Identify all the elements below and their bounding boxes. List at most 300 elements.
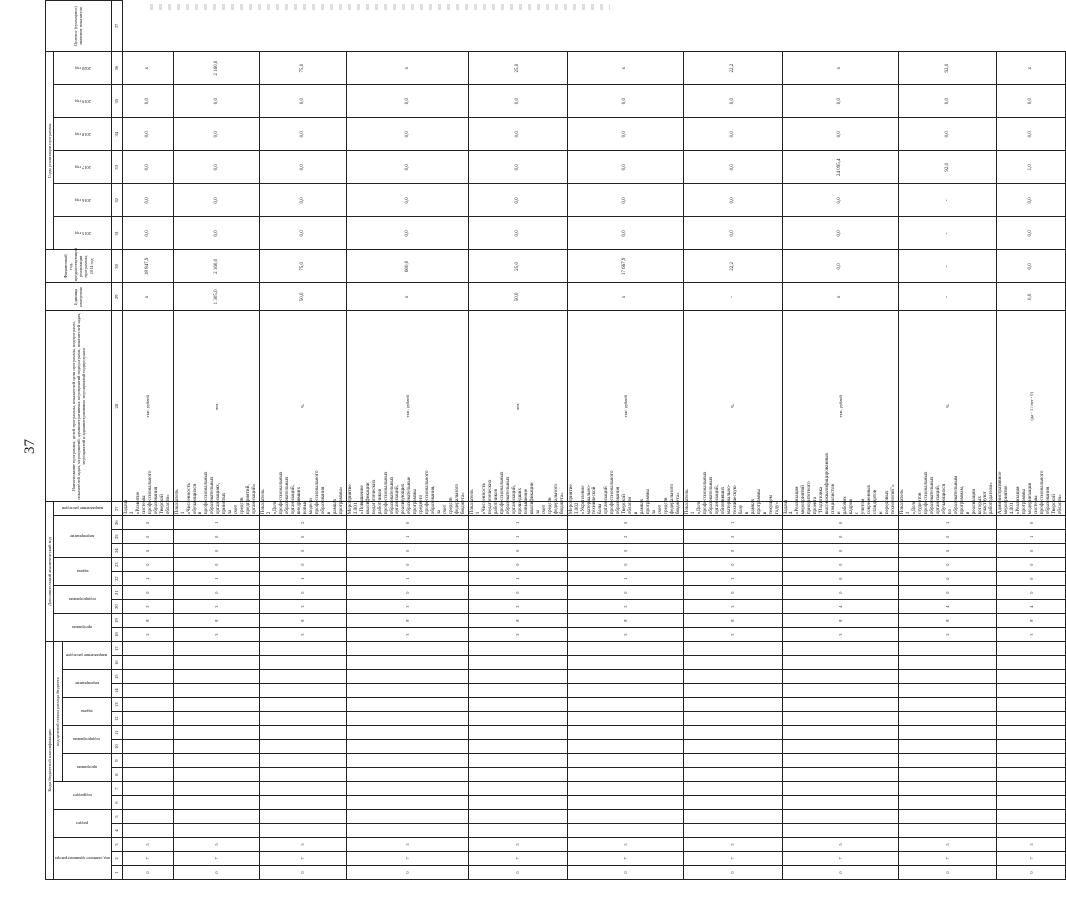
code-cell	[173, 656, 260, 670]
code-cell	[122, 656, 173, 670]
item-name-cell: Мероприятие 3.001 «Повышение квалификации педагогических работников профессиональных образовательных организаций, реализующих образовательные программы среднего профессионального образования, за счет средств федерального бюджета»	[346, 502, 468, 516]
column-index-cell: 16	[111, 656, 122, 670]
code-cell: 0	[173, 530, 260, 544]
code-cell	[122, 754, 173, 768]
code-cell	[782, 698, 898, 712]
code-cell	[567, 670, 683, 684]
code-cell: 0	[122, 516, 173, 530]
code-cell	[684, 726, 783, 740]
code-cell	[260, 754, 347, 768]
unit-cell: тыс. рублей	[567, 311, 683, 502]
column-index-cell: 35	[111, 85, 122, 118]
year-value-cell: 0,0	[122, 217, 173, 250]
column-index-cell: 34	[111, 118, 122, 151]
code-cell: 0	[898, 866, 997, 880]
code-cell: 5	[469, 838, 568, 852]
code-cell: 3	[346, 628, 468, 642]
code-cell: 5	[898, 838, 997, 852]
column-index-cell: 30	[111, 250, 122, 283]
table-row	[782, 1, 898, 880]
code-cell	[469, 642, 568, 656]
code-cell	[898, 642, 997, 656]
years-header: Годы реализации программы	[46, 52, 54, 250]
code-cell: 7	[260, 852, 347, 866]
column-index-cell: 2	[111, 852, 122, 866]
code-cell: 1	[469, 530, 568, 544]
year-value-cell: 0,0	[567, 85, 683, 118]
code-cell	[997, 670, 1066, 684]
code-cell	[898, 782, 997, 796]
code-cell: 0	[782, 530, 898, 544]
code-cell	[567, 712, 683, 726]
program-table	[45, 0, 1066, 880]
financial-year-header: Финансовый год, предшествующий реализации программы, 2014 год	[46, 250, 112, 283]
code-cell	[997, 768, 1066, 782]
code-cell: 4	[997, 600, 1066, 614]
year-value-cell: 0,0	[122, 85, 173, 118]
code-cell: 3	[122, 600, 173, 614]
code-cell	[122, 796, 173, 810]
year-value-cell: 0,0	[997, 85, 1066, 118]
column-index-cell: 9	[111, 754, 122, 768]
code-cell: 0	[346, 544, 468, 558]
task-header: задача	[76, 569, 89, 575]
code-cell	[469, 796, 568, 810]
code-cell: 0	[684, 558, 783, 572]
column-index-cell: 27	[111, 502, 122, 516]
year-value-cell: 0,0	[567, 184, 683, 217]
unit-cell: тыс. рублей	[122, 311, 173, 502]
item-name-cell: Показатель 1 «Численность педагогических работников профессиональных образовательных организаций, прошедших повышение квалификации за счет средств федерального бюджета»	[469, 502, 568, 516]
code-cell	[997, 698, 1066, 712]
column-index-cell: 36	[111, 52, 122, 85]
code-cell: 0	[997, 544, 1066, 558]
code-cell	[567, 684, 683, 698]
target-value-cell: 22,2	[684, 52, 783, 85]
column-index-cell: 4	[111, 824, 122, 838]
section-header: раздел	[76, 821, 89, 827]
year-value-cell: 2 160,0	[173, 250, 260, 283]
admin-code-header: код главного администратора	[55, 856, 110, 862]
activity-header: мероприятие	[70, 534, 95, 540]
code-cell	[898, 684, 997, 698]
code-cell	[469, 810, 568, 824]
code-cell: 1	[997, 530, 1066, 544]
code-cell	[346, 782, 468, 796]
year-value-cell: 17 667,9	[567, 250, 683, 283]
column-index-cell: 28	[111, 311, 122, 502]
target-value-cell: х	[567, 52, 683, 85]
code-cell	[173, 712, 260, 726]
code-cell	[122, 684, 173, 698]
column-index-cell: 10	[111, 740, 122, 754]
year-value-cell: 0,0	[684, 217, 783, 250]
code-cell: 8	[567, 614, 683, 628]
table-row	[122, 1, 173, 880]
code-cell	[782, 754, 898, 768]
code-cell	[469, 670, 568, 684]
code-cell	[469, 740, 568, 754]
code-cell	[567, 782, 683, 796]
target-value-cell: х	[122, 52, 173, 85]
code-cell: 0	[346, 558, 468, 572]
code-cell	[684, 824, 783, 838]
code-cell	[997, 754, 1066, 768]
year-value-cell: 0,0	[684, 85, 783, 118]
code-cell: 1	[173, 572, 260, 586]
year-value-cell: 0,0	[684, 151, 783, 184]
table-row	[469, 1, 568, 880]
code-cell: 0	[898, 544, 997, 558]
item-name-cell: Задача 4 «Реализация мероприятий приоритетного проекта "Подготовка высококвалифицированных специалистов и рабочих кадров с учетом современных стандартов и передовых технологий"»	[782, 502, 898, 516]
column-index-cell: 23	[111, 558, 122, 572]
column-index-cell: 19	[111, 614, 122, 628]
code-cell	[260, 698, 347, 712]
code-cell: 0	[898, 530, 997, 544]
code-cell	[260, 740, 347, 754]
code-cell	[684, 642, 783, 656]
item-name-cell: Показатель 1 «Численность обучающихся в профессиональных образовательных организациях, принятых за счет средств предприятий, организаций»	[173, 502, 260, 516]
code-cell: 0	[567, 544, 683, 558]
table-row	[898, 1, 997, 880]
code-cell	[346, 656, 468, 670]
code-cell: 7	[684, 852, 783, 866]
year-2018-header: 2018 год	[74, 131, 91, 137]
code-cell	[898, 726, 997, 740]
year-value-cell: 22,2	[684, 250, 783, 283]
column-index-cell: 21	[111, 586, 122, 600]
code-cell: 7	[898, 852, 997, 866]
code-cell: 3	[122, 628, 173, 642]
column-index-cell: 25	[111, 530, 122, 544]
year-value-cell: 0,0	[173, 85, 260, 118]
code-cell: 0	[898, 572, 997, 586]
code-cell: 0	[684, 544, 783, 558]
code-cell: 8	[346, 614, 468, 628]
year-value-cell: 0,0	[997, 184, 1066, 217]
code-cell	[173, 754, 260, 768]
code-cell	[173, 810, 260, 824]
code-cell	[469, 684, 568, 698]
year-value-cell: 0,0	[346, 85, 468, 118]
code-cell: 0	[898, 558, 997, 572]
code-cell	[346, 768, 468, 782]
code-cell	[122, 824, 173, 838]
code-cell	[260, 656, 347, 670]
year-value-cell: -	[898, 217, 997, 250]
code-cell: 0	[469, 866, 568, 880]
code-cell: 1	[346, 572, 468, 586]
year-value-cell: 1,0	[997, 151, 1066, 184]
code-cell: 0	[567, 866, 683, 880]
code-cell: 0	[122, 866, 173, 880]
code-cell: 8	[684, 614, 783, 628]
subprogram-code-header: подпрограмма	[73, 737, 101, 743]
code-cell: 8	[122, 614, 173, 628]
target-value-cell: 25,0	[469, 52, 568, 85]
code-cell: 0	[782, 544, 898, 558]
code-cell	[997, 740, 1066, 754]
column-index-cell: 3	[111, 838, 122, 852]
code-cell	[346, 670, 468, 684]
program-code-header: программа	[76, 765, 97, 771]
prior-year-cell: 0,0	[997, 283, 1066, 311]
year-2016-header: 2016 год	[74, 197, 91, 203]
program-table-frame	[45, 0, 1064, 880]
column-index-cell: 11	[111, 726, 122, 740]
code-cell	[173, 740, 260, 754]
code-cell	[173, 698, 260, 712]
year-value-cell: 0,0	[898, 118, 997, 151]
table-row	[997, 1, 1066, 880]
code-cell	[122, 712, 173, 726]
code-cell: 1	[469, 516, 568, 530]
code-cell: 0	[898, 586, 997, 600]
column-index-cell: 31	[111, 217, 122, 250]
code-cell: 3	[260, 600, 347, 614]
year-value-cell: 24 095,4	[782, 151, 898, 184]
code-cell: 5	[567, 838, 683, 852]
code-cell: 0	[997, 558, 1066, 572]
column-index-cell: 32	[111, 184, 122, 217]
code-cell	[346, 740, 468, 754]
target-value-cell: х	[782, 52, 898, 85]
code-cell: 0	[782, 572, 898, 586]
year-value-cell: 0,0	[173, 184, 260, 217]
column-index-cell: 33	[111, 151, 122, 184]
code-cell	[346, 698, 468, 712]
year-value-cell: 25,0	[469, 250, 568, 283]
year-2015-header: 2015 год	[74, 230, 91, 236]
code-cell: 0	[346, 866, 468, 880]
code-cell	[684, 782, 783, 796]
direction-header: направление расходов	[61, 506, 104, 512]
code-cell: 3	[346, 600, 468, 614]
item-name-cell: Мероприятие 3.002 «Укрепление материально-технической базы организаций профессионального образования Тверской области в рамках программы за счет средств федерального бюджета»	[567, 502, 683, 516]
code-cell: 0	[173, 544, 260, 558]
code-cell: 0	[346, 516, 468, 530]
code-cell: 0	[260, 586, 347, 600]
column-index-cell: 29	[111, 283, 122, 311]
code-cell	[997, 712, 1066, 726]
code-cell: 1	[898, 516, 997, 530]
code-cell	[122, 740, 173, 754]
code-cell: 0	[173, 558, 260, 572]
code-cell	[684, 670, 783, 684]
prior-year-cell: -	[898, 283, 997, 311]
code-cell: 1	[260, 572, 347, 586]
code-cell	[122, 810, 173, 824]
item-name-cell: Показатель 1 «Доля студентов профессиональных образовательных организаций, обучающихся по образовательным программам, в реализации которых участвуют работодатели»	[898, 502, 997, 516]
code-cell	[469, 698, 568, 712]
column-index-cell: 22	[111, 572, 122, 586]
code-cell	[260, 684, 347, 698]
code-cell: 0	[346, 586, 468, 600]
code-cell	[782, 768, 898, 782]
year-value-cell: 18 847,9	[122, 250, 173, 283]
code-cell: 7	[567, 852, 683, 866]
code-cell: 3	[782, 628, 898, 642]
table-row	[173, 1, 260, 880]
prior-year-cell: х	[567, 283, 683, 311]
code-cell	[782, 642, 898, 656]
code-cell	[346, 796, 468, 810]
code-cell: 5	[997, 838, 1066, 852]
code-cell	[122, 698, 173, 712]
code-cell: 1	[122, 572, 173, 586]
code-cell: 7	[997, 852, 1066, 866]
code-cell: 0	[122, 586, 173, 600]
column-index-cell: 1	[111, 866, 122, 880]
code-cell	[684, 796, 783, 810]
code-cell	[122, 768, 173, 782]
prior-year-cell: х	[122, 283, 173, 311]
code-cell	[260, 824, 347, 838]
code-cell	[346, 824, 468, 838]
table-row	[260, 1, 347, 880]
code-cell: 0	[567, 558, 683, 572]
code-cell	[684, 810, 783, 824]
year-value-cell: 0,0	[122, 118, 173, 151]
code-cell	[469, 656, 568, 670]
item-name-cell: Задача 3 «Развитие системы профессионального образования Тверской области»	[122, 502, 173, 516]
year-value-cell: -	[898, 184, 997, 217]
column-index-cell: 20	[111, 600, 122, 614]
code-cell: 0	[782, 558, 898, 572]
direction-code-header: направление расходов	[66, 653, 108, 659]
code-cell	[469, 782, 568, 796]
code-cell	[898, 656, 997, 670]
code-cell	[260, 796, 347, 810]
code-cell: 3	[997, 628, 1066, 642]
code-cell	[469, 768, 568, 782]
code-cell: 0	[122, 558, 173, 572]
code-cell	[346, 642, 468, 656]
code-cell: 7	[346, 852, 468, 866]
code-cell: 1	[173, 516, 260, 530]
code-cell	[782, 824, 898, 838]
name-header: Наименование программы, целей программы, показателей цели программы, подпрограмм, показателей задач, мероприятий, административных мероприятий подпрограмм, показателей задач, мероприятий и административных мероприятий подпрограмм	[46, 311, 112, 502]
year-value-cell: 0,0	[782, 184, 898, 217]
year-value-cell: 0,0	[122, 151, 173, 184]
code-cell: 3	[898, 628, 997, 642]
code-cell: 5	[173, 838, 260, 852]
code-cell: 0	[469, 586, 568, 600]
item-name-cell: Административное мероприятие 4.001 «Реализация программы модернизации системы профессионального образования Тверской области»	[997, 502, 1066, 516]
target-header: Целевое (суммарное) значение показателя	[46, 1, 112, 52]
year-value-cell: 0,0	[173, 151, 260, 184]
code-cell	[898, 796, 997, 810]
code-cell: 0	[684, 586, 783, 600]
column-index-cell: 13	[111, 698, 122, 712]
year-value-cell: 0,0	[173, 118, 260, 151]
code-cell: 0	[567, 586, 683, 600]
code-cell: 1	[684, 516, 783, 530]
code-cell: 7	[469, 852, 568, 866]
code-cell: 4	[898, 600, 997, 614]
code-cell	[684, 754, 783, 768]
code-cell	[782, 796, 898, 810]
code-cell: 7	[173, 852, 260, 866]
code-cell: 3	[173, 600, 260, 614]
unit-cell: чел.	[469, 311, 568, 502]
code-cell: 0	[997, 516, 1066, 530]
code-cell	[997, 782, 1066, 796]
code-cell	[684, 698, 783, 712]
year-value-cell: 0,0	[122, 184, 173, 217]
code-cell	[898, 698, 997, 712]
prior-year-cell: 50,0	[469, 283, 568, 311]
year-value-cell: 0,0	[260, 118, 347, 151]
year-value-cell: 0,0	[260, 151, 347, 184]
year-value-cell: 0,0	[469, 151, 568, 184]
item-name-cell: Показатель 2 «Доля профессиональных образовательных организаций, внедривших новые модели профессионального образования в рамках программы»	[260, 502, 347, 516]
year-value-cell: 0,0	[997, 118, 1066, 151]
code-cell: 7	[782, 852, 898, 866]
code-cell: 2	[567, 530, 683, 544]
code-cell	[997, 684, 1066, 698]
code-cell: 0	[469, 558, 568, 572]
code-cell	[997, 642, 1066, 656]
code-cell: 0	[782, 866, 898, 880]
code-cell	[173, 642, 260, 656]
code-cell	[567, 740, 683, 754]
code-cell	[567, 796, 683, 810]
code-cell: 0	[260, 866, 347, 880]
code-cell: 5	[260, 838, 347, 852]
code-cell	[122, 726, 173, 740]
page-number: 37	[22, 439, 38, 454]
code-cell: 1	[346, 530, 468, 544]
item-name-cell: Показатель 1 «Доля профессиональных образовательных организаций, обновивших материально-техническую базу в рамках программы в текущем году»	[684, 502, 783, 516]
column-index-cell: 6	[111, 796, 122, 810]
year-value-cell: 0,0	[782, 250, 898, 283]
unit-cell: чел.	[173, 311, 260, 502]
prior-year-cell: х	[782, 283, 898, 311]
code-cell	[898, 740, 997, 754]
subsection-header: подраздел	[73, 793, 92, 799]
code-cell	[898, 670, 997, 684]
prior-year-cell: -	[684, 283, 783, 311]
year-value-cell: 0,0	[260, 217, 347, 250]
subprogram-header: подпрограмма	[69, 597, 96, 603]
code-cell	[782, 740, 898, 754]
code-cell: 8	[997, 614, 1066, 628]
year-value-cell: 0,0	[346, 184, 468, 217]
code-cell	[260, 670, 347, 684]
code-cell: 0	[997, 866, 1066, 880]
code-cell: 4	[782, 600, 898, 614]
code-cell: 0	[173, 586, 260, 600]
target-value-cell: х	[346, 52, 468, 85]
code-cell	[997, 796, 1066, 810]
code-cell	[782, 656, 898, 670]
year-value-cell: 600,0	[346, 250, 468, 283]
code-cell	[782, 726, 898, 740]
table-row	[346, 1, 468, 880]
year-value-cell: 0,0	[567, 151, 683, 184]
year-2019-header: 2019 год	[74, 98, 91, 104]
code-cell: 8	[469, 614, 568, 628]
prior-year-cell: 50,0	[260, 283, 347, 311]
year-value-cell: 0,0	[346, 217, 468, 250]
table-row	[567, 1, 683, 880]
budget-codes-header: Коды бюджетной классификации	[46, 642, 54, 880]
year-value-cell: 0,0	[469, 85, 568, 118]
code-cell	[122, 782, 173, 796]
year-value-cell: -	[898, 250, 997, 283]
column-index-cell: 8	[111, 768, 122, 782]
